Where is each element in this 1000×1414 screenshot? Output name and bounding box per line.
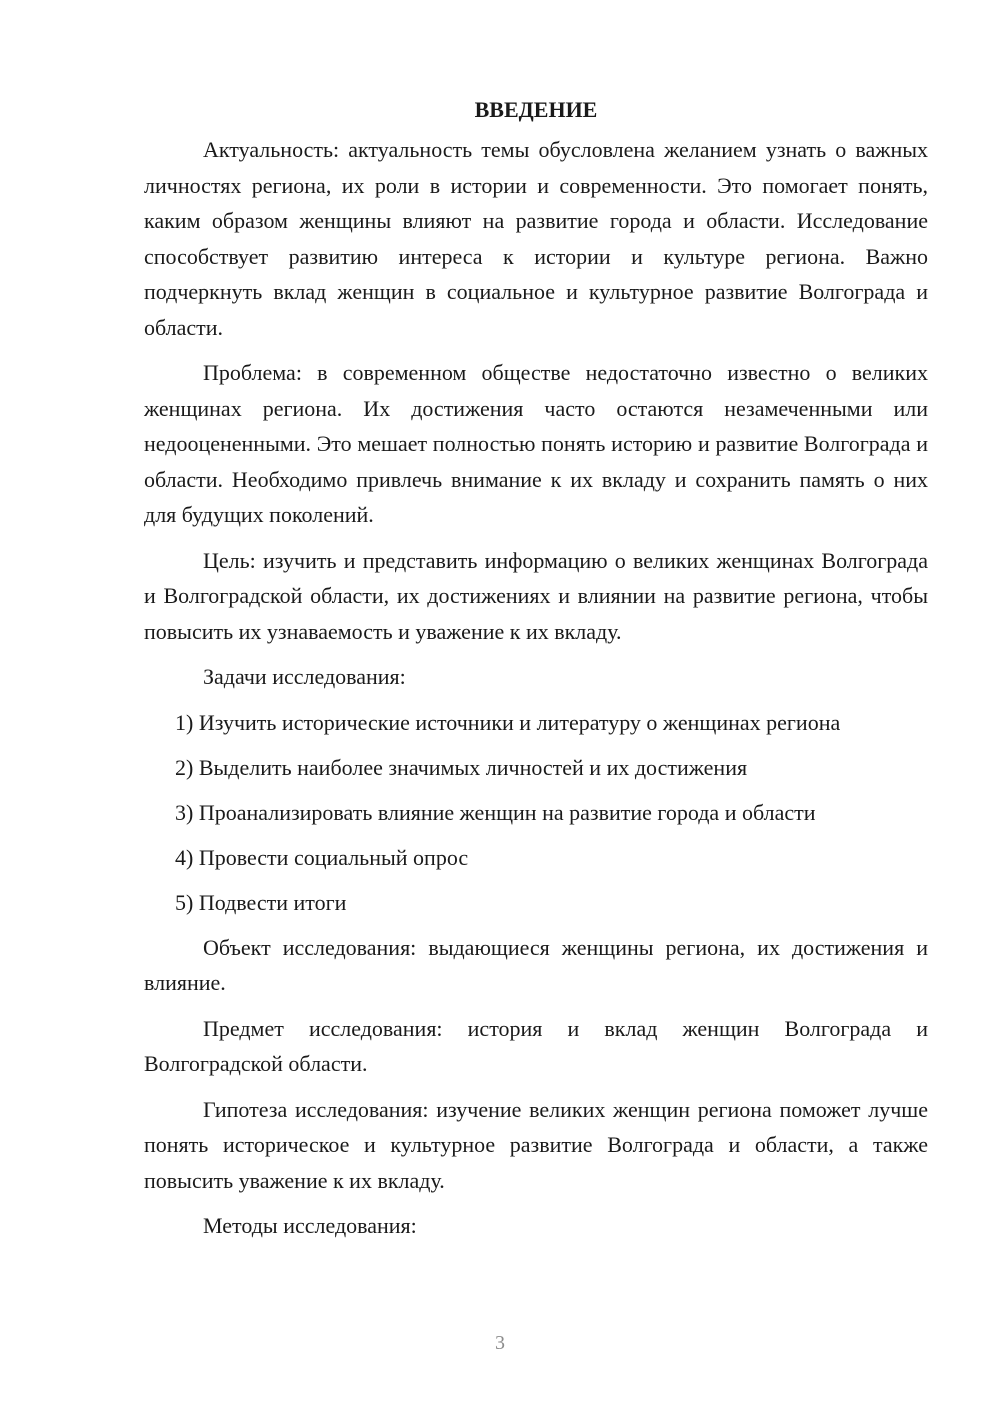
section-title: ВВЕДЕНИЕ <box>474 97 598 122</box>
object-paragraph: Объект исследования: выдающиеся женщины региона, их достижения и влияние. <box>144 934 928 995</box>
methods-heading: Методы исследования: <box>203 1213 417 1238</box>
task-item-5: 5) Подвести итоги <box>175 889 347 915</box>
task-item-1: 1) Изучить исторические источники и литературу о женщинах региона <box>175 709 841 735</box>
hypothesis-paragraph: Гипотеза исследования: изучение великих женщин региона поможет лучше понять историческое и культурное развитие Волгограда и области, а также повысить уважение к их вкладу. <box>144 1096 928 1193</box>
task-item-2: 2) Выделить наиболее значимых личностей и их достижения <box>175 754 748 780</box>
task-item-4: 4) Провести социальный опрос <box>175 844 469 870</box>
relevance-paragraph: Актуальность: актуальность темы обусловлена желанием узнать о важных личностях региона, их роли в истории и современности. Это помогает понять, каким образом женщины влияют на развитие города и области. Исследование способствует развитию интереса к истории и культуре региона. Важно подчеркнуть вклад женщин в социальное и культурное развитие Волгограда и области. <box>144 137 928 340</box>
problem-paragraph: Проблема: в современном обществе недостаточно известно о великих женщинах региона. Их достижения часто остаются незамеченными или недооцененными. Это мешает полностью понять историю и развитие Волгограда и области. Необходимо привлечь внимание к их вкладу и сохранить память о них для будущих поколений. <box>144 360 928 527</box>
tasks-list <box>144 705 928 921</box>
subject-paragraph: Предмет исследования: история и вклад женщин Волгограда и Волгоградской области. <box>144 1015 928 1076</box>
document-page <box>144 92 928 1254</box>
goal-paragraph: Цель: изучить и представить информацию о великих женщинах Волгограда и Волгоградской области, их достижениях и влиянии на развитие региона, чтобы повысить их узнаваемость и уважение к их вкладу. <box>144 547 928 644</box>
page-number: 3 <box>495 1332 505 1354</box>
task-item-3: 3) Проанализировать влияние женщин на развитие города и области <box>175 799 816 825</box>
tasks-heading: Задачи исследования: <box>203 664 406 689</box>
